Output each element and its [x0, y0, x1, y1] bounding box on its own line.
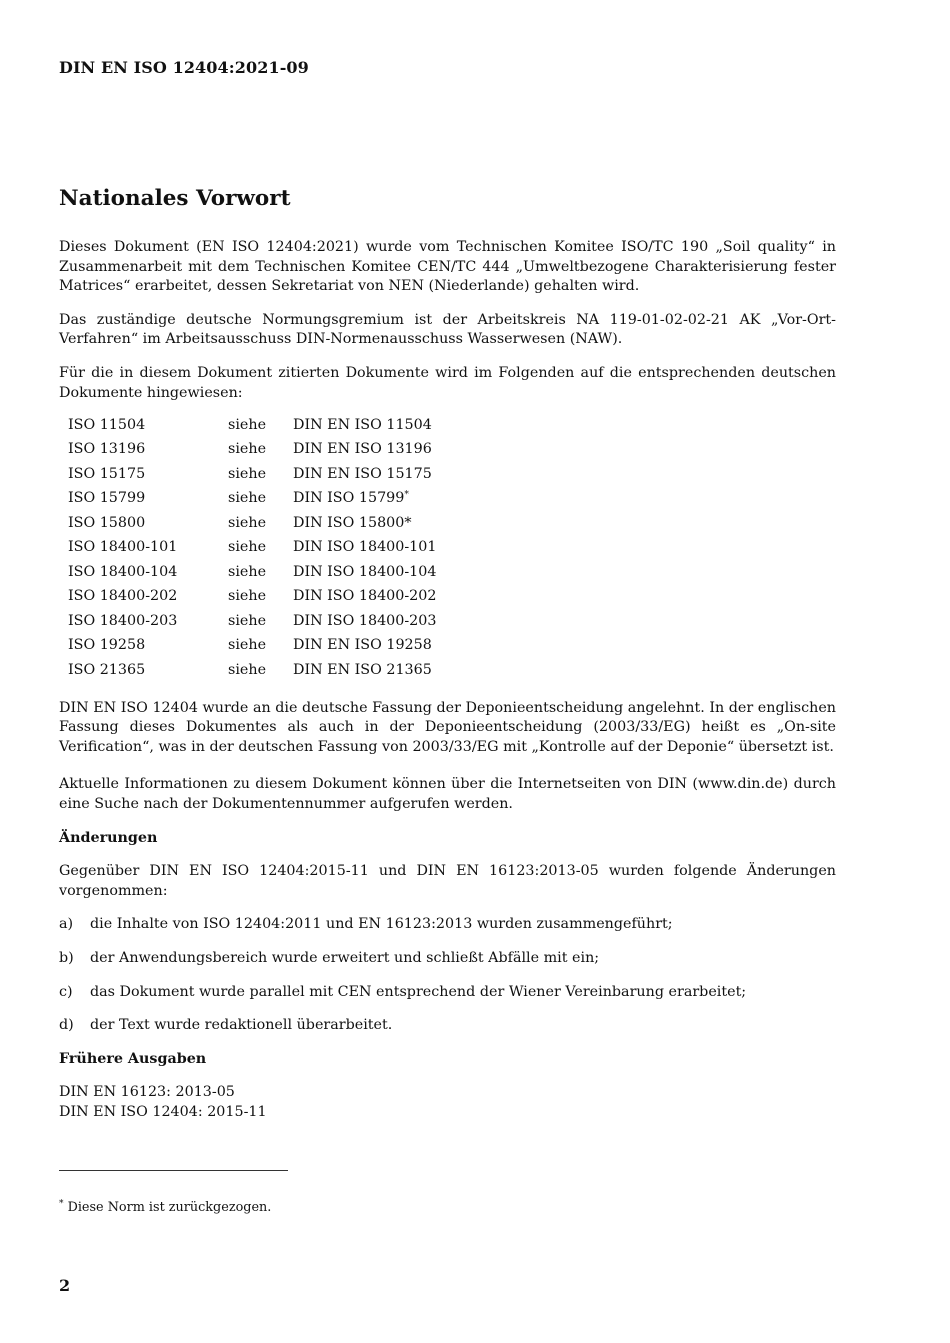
- reference-see: siehe: [228, 416, 267, 433]
- reference-see: siehe: [228, 490, 267, 507]
- list-marker: d): [59, 1017, 74, 1034]
- footnote-text: Diese Norm ist zurückgezogen.: [63, 1200, 272, 1215]
- changes-intro: Gegenüber DIN EN ISO 12404:2015-11 und DIN EN 16123:2013-05 wurden folgende Änderungen vorgenommen:: [59, 863, 836, 899]
- list-item: [59, 915, 836, 935]
- reference-iso: ISO 15800: [68, 514, 146, 531]
- reference-see: siehe: [228, 588, 267, 605]
- reference-din: [293, 536, 593, 561]
- reference-iso: ISO 11504: [68, 416, 146, 433]
- reference-din: [293, 609, 593, 634]
- reference-iso: ISO 21365: [68, 661, 146, 678]
- changes-list: [59, 915, 836, 1035]
- reference-din-text: DIN ISO 15800*: [293, 514, 412, 531]
- list-marker: a): [59, 916, 74, 933]
- reference-din: [293, 511, 593, 536]
- footnote: [59, 1200, 271, 1215]
- previous-edition: DIN EN ISO 12404: 2015-11: [59, 1103, 267, 1120]
- paragraph-landfill-decision: DIN EN ISO 12404 wurde an die deutsche Fassung der Deponieentscheidung angelehnt. In der englischen Fassung dieses Dokumentes als auch in der Deponieentscheidung (2003/33/EG) heißt es „On-site Verification“, was in der deutschen Fassung von 2003/33/EG mit „Kontrolle auf der Deponie“ übersetzt ist.: [59, 699, 836, 755]
- reference-iso: ISO 13196: [68, 441, 146, 458]
- reference-table: [59, 413, 593, 683]
- footnote-mark: *: [404, 490, 409, 501]
- reference-row: [59, 462, 593, 487]
- reference-iso: ISO 18400-101: [68, 539, 178, 556]
- reference-see: siehe: [228, 637, 267, 654]
- previous-edition: DIN EN 16123: 2013-05: [59, 1084, 235, 1101]
- list-text: die Inhalte von ISO 12404:2011 und EN 16123:2013 wurden zusammengeführt;: [90, 916, 673, 933]
- reference-din: [293, 658, 593, 683]
- reference-din: [293, 438, 593, 463]
- document-header: DIN EN ISO 12404:2021-09: [59, 58, 309, 77]
- reference-row: [59, 413, 593, 438]
- reference-row: [59, 438, 593, 463]
- page-number: 2: [59, 1276, 71, 1295]
- reference-din-text: DIN ISO 18400-203: [293, 612, 437, 629]
- paragraph-responsible-body: Das zuständige deutsche Normungsgremium ist der Arbeitskreis NA 119-01-02-02-21 AK „Vor-Ort-Verfahren“ im Arbeitsausschuss DIN-Normenausschuss Wasserwesen (NAW).: [59, 311, 836, 348]
- reference-see: siehe: [228, 539, 267, 556]
- reference-din-text: DIN ISO 18400-202: [293, 588, 437, 605]
- reference-din-text: DIN ISO 18400-104: [293, 563, 437, 580]
- reference-din-text: DIN ISO 15799: [293, 490, 405, 507]
- footnote-mark: *: [59, 1199, 64, 1209]
- reference-row: [59, 634, 593, 659]
- reference-see: siehe: [228, 465, 267, 482]
- list-item: [59, 949, 836, 969]
- reference-din: [293, 585, 593, 610]
- list-text: das Dokument wurde parallel mit CEN entsprechend der Wiener Vereinbarung erarbeitet;: [90, 983, 747, 1000]
- list-item: [59, 1016, 836, 1036]
- reference-din: [293, 560, 593, 585]
- changes-heading: Änderungen: [59, 829, 158, 846]
- reference-din-text: DIN ISO 18400-101: [293, 539, 437, 556]
- reference-iso: ISO 15799: [68, 490, 146, 507]
- reference-iso: ISO 15175: [68, 465, 146, 482]
- reference-din-text: DIN EN ISO 11504: [293, 416, 432, 433]
- reference-din-text: DIN EN ISO 13196: [293, 441, 432, 458]
- reference-row: [59, 487, 593, 512]
- reference-iso: ISO 18400-202: [68, 588, 178, 605]
- footnote-divider: [59, 1170, 288, 1171]
- reference-see: siehe: [228, 514, 267, 531]
- reference-see: siehe: [228, 661, 267, 678]
- reference-din: [293, 462, 593, 487]
- previous-editions-heading: Frühere Ausgaben: [59, 1050, 207, 1067]
- paragraph-committee: Dieses Dokument (EN ISO 12404:2021) wurde vom Technischen Komitee ISO/TC 190 „Soil quality“ in Zusammenarbeit mit dem Technischen Komitee CEN/TC 444 „Umweltbezogene Charakterisierung fester Matrices“ erarbeitet, dessen Sekretariat von NEN (Niederlande) gehalten wird.: [59, 239, 836, 295]
- reference-row: [59, 511, 593, 536]
- reference-see: siehe: [228, 441, 267, 458]
- list-marker: c): [59, 983, 73, 1000]
- reference-row: [59, 536, 593, 561]
- reference-din-text: DIN EN ISO 19258: [293, 637, 432, 654]
- reference-iso: ISO 18400-104: [68, 563, 178, 580]
- reference-row: [59, 609, 593, 634]
- reference-row: [59, 658, 593, 683]
- reference-see: siehe: [228, 563, 267, 580]
- list-marker: b): [59, 950, 74, 966]
- list-text: der Text wurde redaktionell überarbeitet.: [90, 1017, 393, 1034]
- reference-row: [59, 585, 593, 610]
- content-body: [59, 238, 836, 1123]
- paragraph-current-info: Aktuelle Informationen zu diesem Dokument können über die Internetseiten von DIN (www.din.de) durch eine Suche nach der Dokumentennummer aufgerufen werden.: [59, 776, 836, 813]
- reference-iso: ISO 19258: [68, 637, 146, 654]
- reference-din: [293, 634, 593, 659]
- paragraph-references-intro: Für die in diesem Dokument zitierten Dokumente wird im Folgenden auf die entsprechenden deutschen Dokumente hingewiesen:: [59, 364, 836, 401]
- list-text: der Anwendungsbereich wurde erweitert und schließt Abfälle mit ein;: [90, 950, 600, 966]
- reference-din: [293, 413, 593, 438]
- reference-din: [293, 487, 593, 512]
- page-title: Nationales Vorwort: [59, 186, 291, 211]
- reference-see: siehe: [228, 612, 267, 629]
- list-item: [59, 983, 836, 1003]
- reference-row: [59, 560, 593, 585]
- reference-din-text: DIN EN ISO 15175: [293, 465, 432, 482]
- reference-iso: ISO 18400-203: [68, 612, 178, 629]
- reference-din-text: DIN EN ISO 21365: [293, 661, 432, 678]
